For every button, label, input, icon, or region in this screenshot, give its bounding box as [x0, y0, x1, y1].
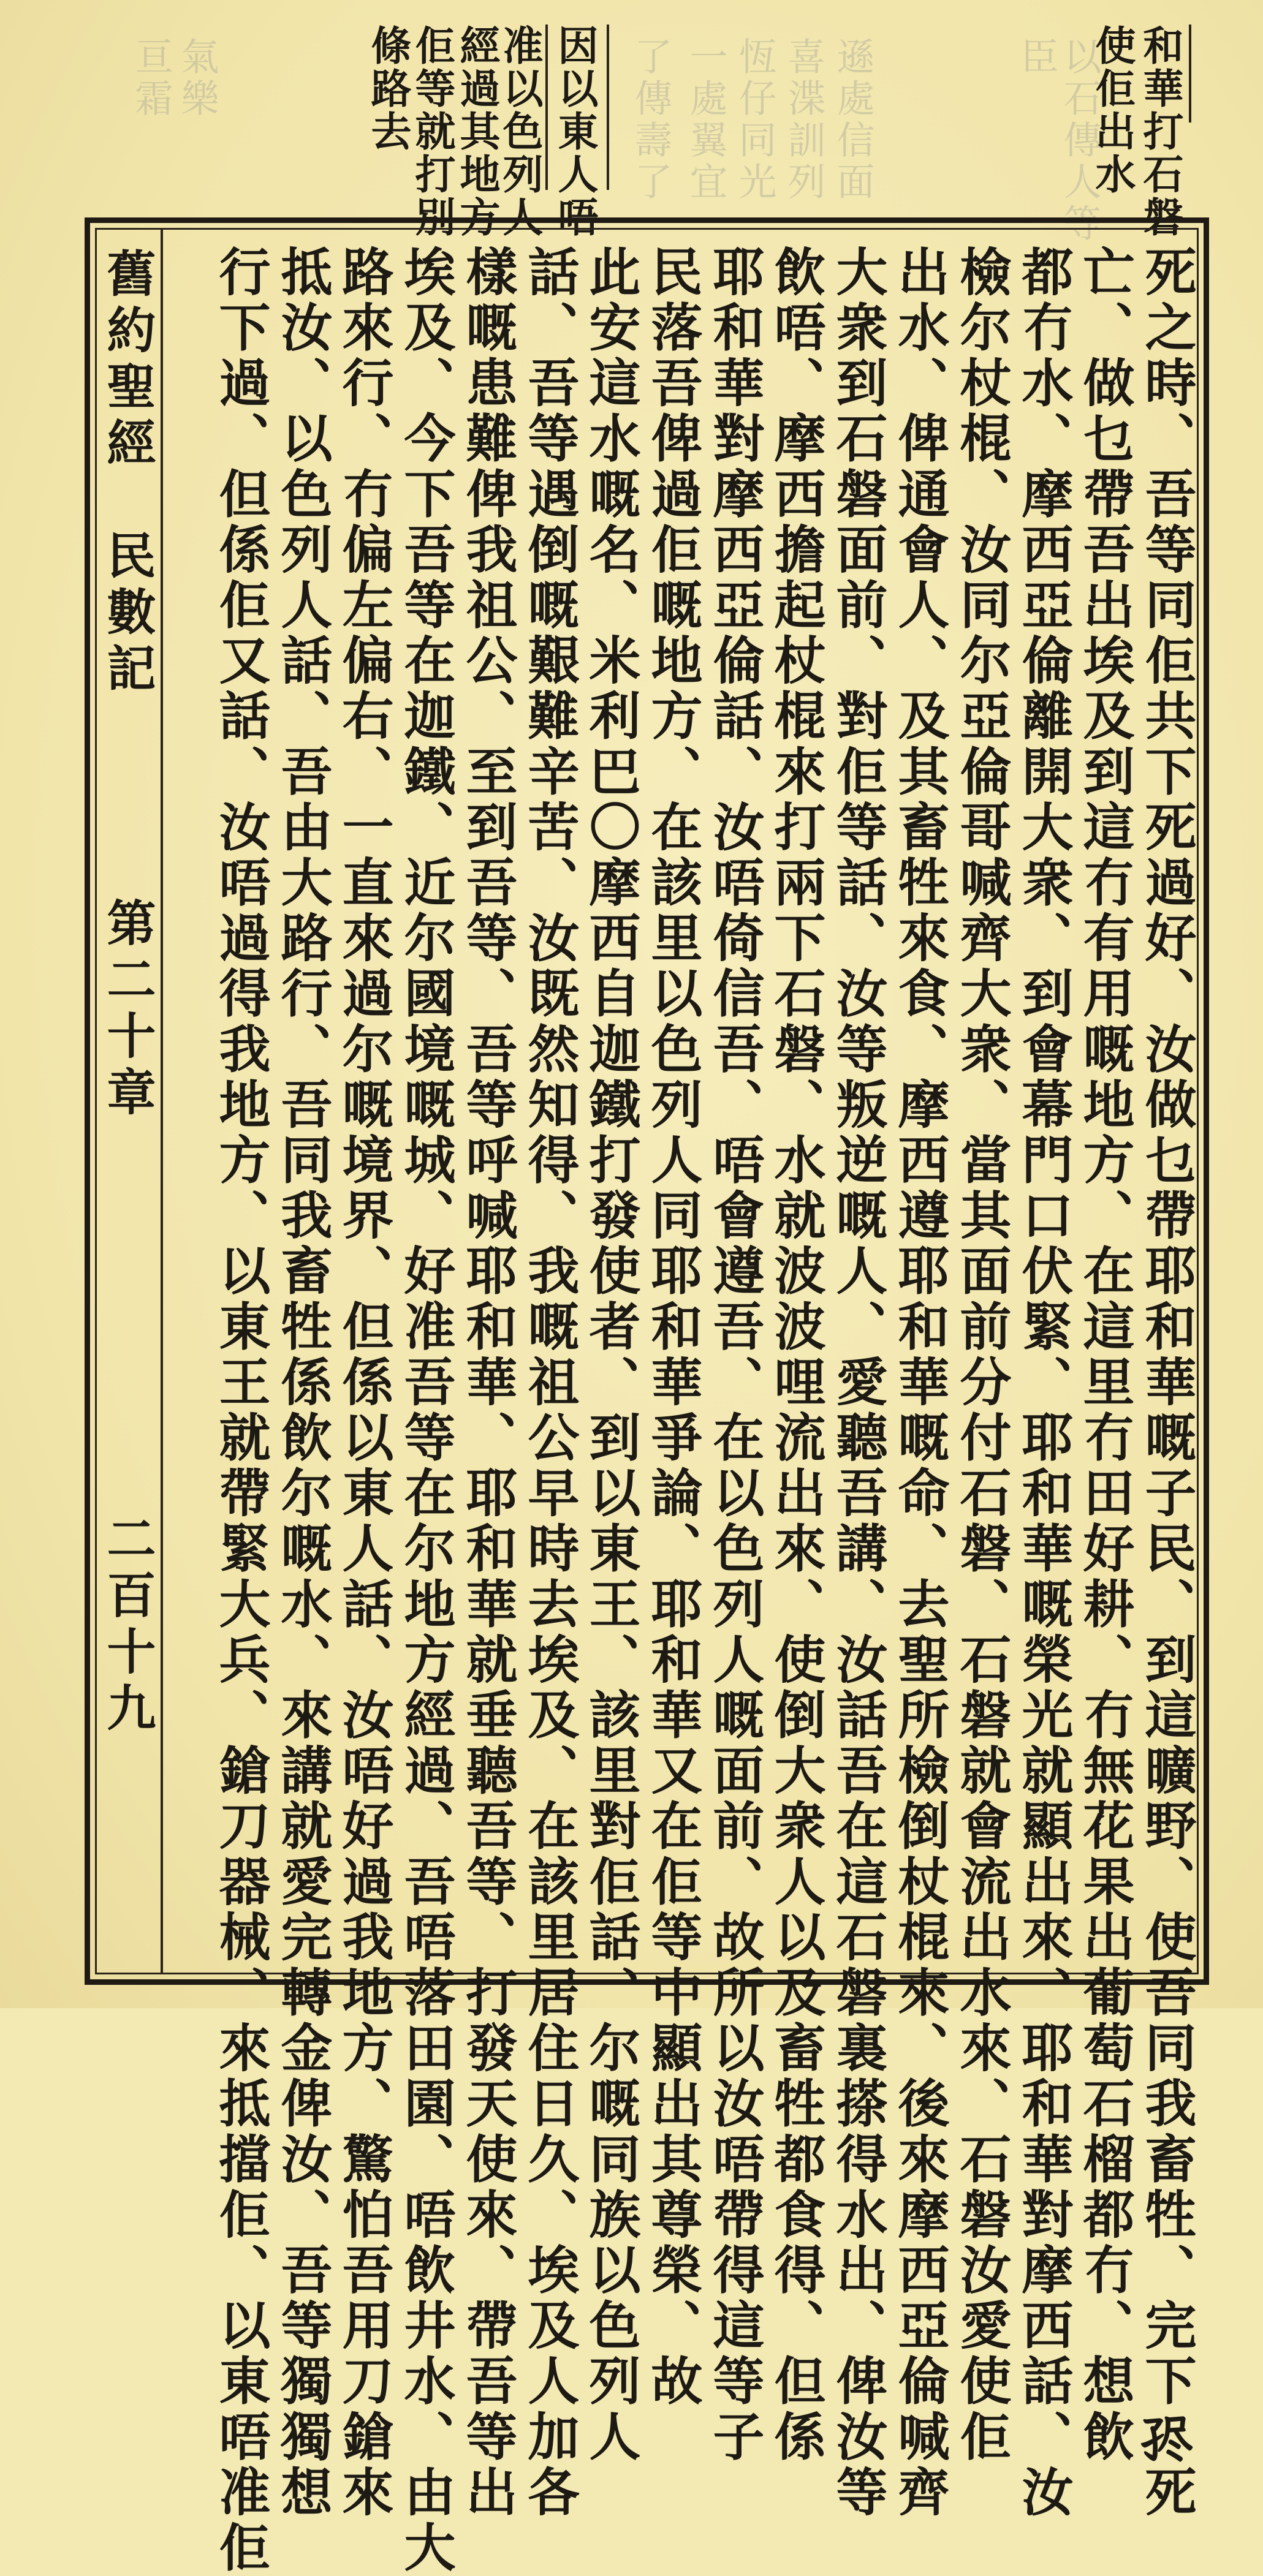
header-note-2-line-4: 佢等就打別: [408, 25, 456, 239]
header-note-1-line-1: 和華打石磐: [1136, 25, 1184, 239]
bleed-through-text: 氣樂: [175, 37, 219, 120]
bleed-through-text: 臣: [1014, 37, 1059, 78]
bleed-through-text: 恆仔同光: [732, 37, 777, 203]
body-column-15: 抵汝、以色列人話、吾由大路行、吾同我畜牲係飲尔嘅水、來講就愛完轉金俾汝、吾等獨獨想: [273, 245, 333, 2521]
running-head-page-number: 二百十九: [99, 1513, 156, 1739]
bleed-through-text: 亘霜: [129, 37, 173, 120]
body-column-13: 埃及、今下吾等在迦鐵、近尔國境嘅城、好准吾等在尔地方經過、吾唔落田園、唔飲井水、由大: [396, 245, 457, 2576]
running-head-chapter: 第二十章: [99, 897, 156, 1123]
running-head-divider: [161, 228, 163, 1974]
header-note-2-line-1: 因以東人唔: [551, 25, 599, 239]
header-note-2-divider: [607, 25, 609, 190]
bleed-through-text: 以石傳人等: [1057, 37, 1102, 245]
header-note-1-divider: [1189, 25, 1191, 123]
body-column-10: 此安這水嘅名、米利巴〇摩西自迦鐵打發使者、到以東王、該里對佢話、尔嘅同族以色列人: [581, 245, 642, 2465]
header-note-2-line-5: 條路去: [364, 25, 412, 153]
header-note-1-line-2: 使佢出水: [1088, 25, 1136, 196]
bleed-through-text: 一處翼宜: [683, 37, 728, 203]
body-column-2: 亡、做乜帶吾出埃及到這冇有用嘅地方、在這里冇田好耕、冇無花果出葡萄石榴都冇、想飲: [1075, 245, 1136, 2465]
body-column-7: 飲唔、摩西擔起杖棍來打兩下石磐、水就波波哩流出來、使倒大衆人以及畜牲都食得、但係: [766, 245, 827, 2465]
body-column-9: 民落吾俾過佢嘅地方、在該里以色列人同耶和華爭論、耶和華又在佢等中顯出其尊榮、故: [643, 245, 704, 2410]
body-column-3: 都冇水、摩西亞倫離開大衆、到會幕門口伏緊、耶和華嘅榮光就顯出來、耶和華對摩西話、汝: [1014, 245, 1074, 2521]
body-column-6: 大衆到石磐面前、對佢等話、汝等叛逆嘅人、愛聽吾講、汝話吾在這石磐裏搽得水出、俾汝等: [828, 245, 889, 2521]
body-column-8: 耶和華對摩西亞倫話、汝唔倚信吾、唔會遵吾、在以色列人嘅面前、故所以汝唔帶得這等子: [705, 245, 765, 2465]
bleed-through-text: 喜渫訓列: [781, 37, 826, 203]
bleed-through-text: 了傳壽了: [628, 37, 673, 203]
body-column-11: 話、吾等遇倒嘅艱難辛苦、汝既然知得、我嘅祖公早時去埃及、在該里居住日久、埃及人加各: [520, 245, 580, 2521]
bleed-through-text: 遜處信面: [830, 37, 875, 203]
header-note-2-divider: [545, 25, 548, 190]
body-column-16: 行下過、但係佢又話、汝唔過得我地方、以東王就帶緊大兵、鎗刀器械、來抵擋佢、以東唔准佢: [211, 245, 271, 2576]
body-column-5: 出水、俾通會人、及其畜牲來食、摩西遵耶和華嘅命、去聖所檢倒杖棍來、後來摩西亞倫喊齊: [890, 245, 950, 2521]
body-column-12: 樣嘅患難俾我祖公、至到吾等、吾等呼喊耶和華、耶和華就垂聽吾等、打發天使來、帶吾等出: [458, 245, 518, 2521]
running-head-book: 舊約聖經 民數記: [99, 248, 156, 699]
body-column-14: 路來行、冇偏左偏右、一直來過尔嘅境界、但係以東人話、汝唔好過我地方、驚怕吾用刀鎗來: [334, 245, 395, 2521]
header-note-2-line-2: 准以色列人: [496, 25, 544, 239]
header-note-2-line-3: 經過其地方: [453, 25, 501, 239]
body-column-1: 死之時、吾等同佢共下死過好、汝做乜帶耶和華嘅子民、到這曠野、使吾同我畜牲、完下𡥧死: [1137, 245, 1197, 2521]
body-column-4: 檢尔杖棍、汝同尔亞倫哥喊齊大衆、當其面前分付石磐、石磐就會流出水來、石磐汝愛使佢: [952, 245, 1012, 2465]
